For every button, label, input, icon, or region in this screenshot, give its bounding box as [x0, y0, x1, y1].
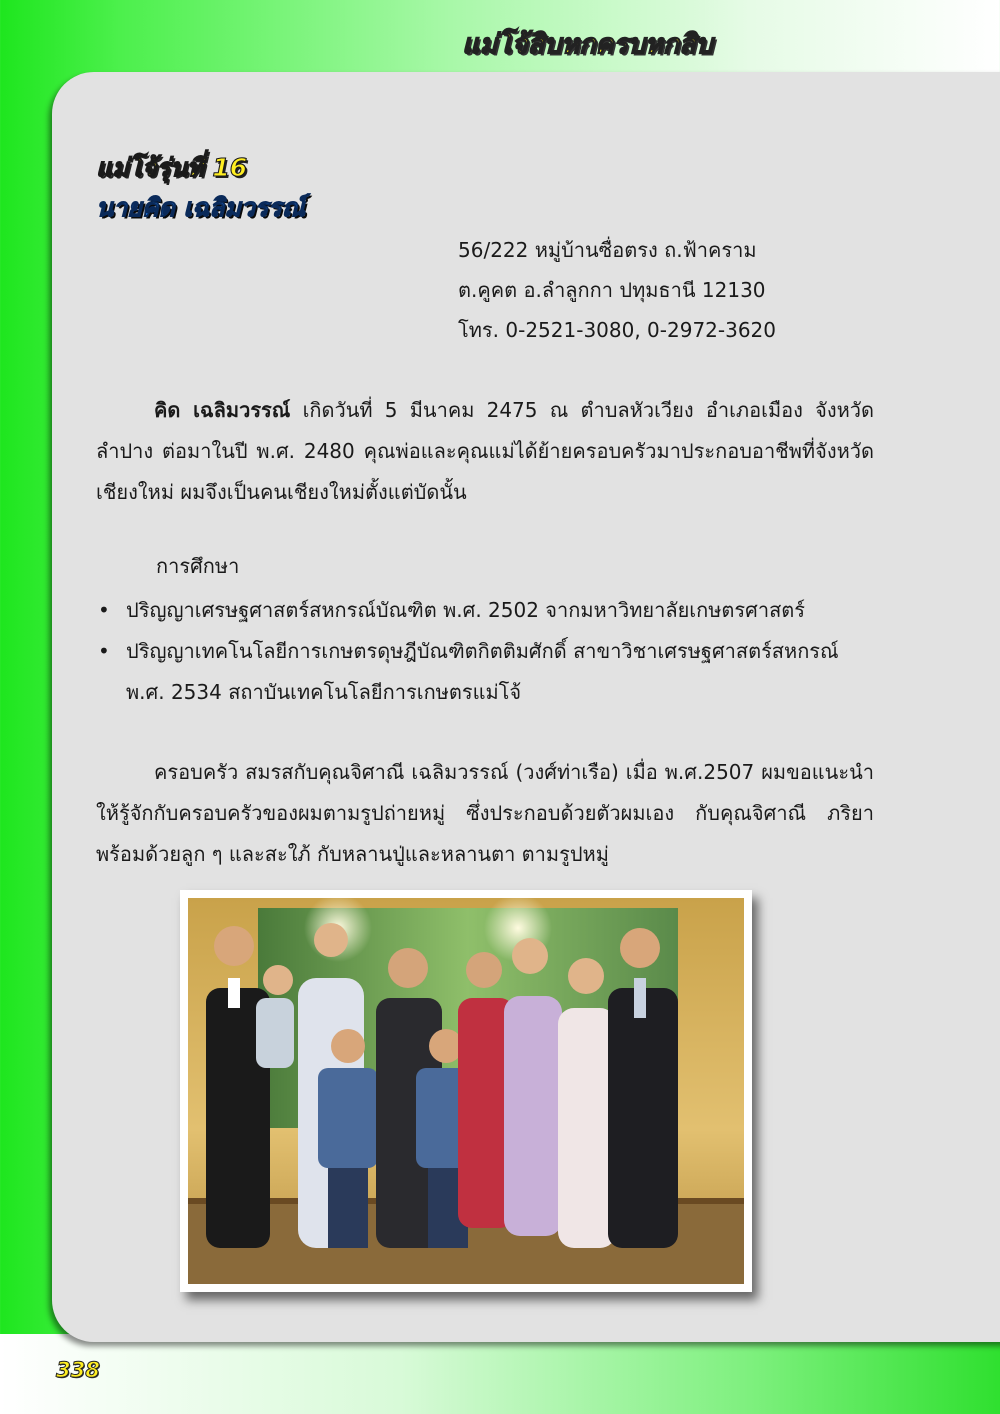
- bullet-icon: •: [98, 598, 110, 622]
- family-photo-image: [188, 898, 744, 1284]
- bullet-icon: •: [98, 639, 110, 663]
- generation-heading: แม่โจ้รุ่นที่ 16: [96, 153, 248, 182]
- header-title: แม่โจ้สิบหกครบหกสิบ: [462, 29, 713, 60]
- education-item-text: ปริญญาเศรษฐศาสตร์สหกรณ์บัณฑิต พ.ศ. 2502 จากมหาวิทยาลัยเกษตรศาสตร์: [126, 598, 806, 622]
- biography-paragraph: [96, 390, 874, 513]
- address-block: [458, 230, 776, 350]
- family-photo: [180, 890, 752, 1292]
- address-line-2: ต.คูคต อ.ลำลูกกา ปทุมธานี 12130: [458, 278, 766, 302]
- page-number: 338: [56, 1358, 100, 1382]
- biography-text: เกิดวันที่ 5 มีนาคม 2475 ณ ตำบลหัวเวียง อำเภอเมือง จังหวัดลำปาง ต่อมาในปี พ.ศ. 2480 คุณพ่อและคุณแม่ได้ย้ายครอบครัวมาประกอบอาชีพที่จังหวัดเชียงใหม่ ผมจึงเป็นคนเชียงใหม่ตั้งแต่บัดนั้น: [96, 398, 875, 504]
- education-heading: การศึกษา: [156, 554, 240, 578]
- family-text: ครอบครัว สมรสกับคุณจิศาณี เฉลิมวรรณ์ (วงศ์ท่าเรือ) เมื่อ พ.ศ.2507 ผมขอแนะนำให้รู้จักกับครอบครัวของผมตามรูปถ่ายหมู่ ซึ่งประกอบด้วยตัวผมเอง กับคุณจิศาณี ภริยา พร้อมด้วยลูก ๆ และสะใภ้ กับหลานปู่และหลานตา ตามรูปหมู่: [96, 760, 874, 866]
- education-item-text: ปริญญาเทคโนโลยีการเกษตรดุษฎีบัณฑิตกิตติมศักดิ์ สาขาวิชาเศรษฐศาสตร์สหกรณ์ พ.ศ. 2534 สถาบันเทคโนโลยีการเกษตรแม่โจ้: [126, 639, 839, 704]
- person-name-heading: นายคิด เฉลิมวรรณ์: [96, 193, 305, 222]
- education-list: [96, 590, 874, 713]
- bottom-green-band: [0, 1334, 1000, 1414]
- education-item: [96, 590, 874, 631]
- education-item: [96, 631, 874, 713]
- address-line-1: 56/222 หมู่บ้านซื่อตรง ถ.ฟ้าคราม: [458, 238, 757, 262]
- biography-name: คิด เฉลิมวรรณ์: [154, 398, 291, 422]
- phone-line: โทร. 0-2521-3080, 0-2972-3620: [458, 318, 777, 342]
- family-paragraph: [96, 752, 874, 875]
